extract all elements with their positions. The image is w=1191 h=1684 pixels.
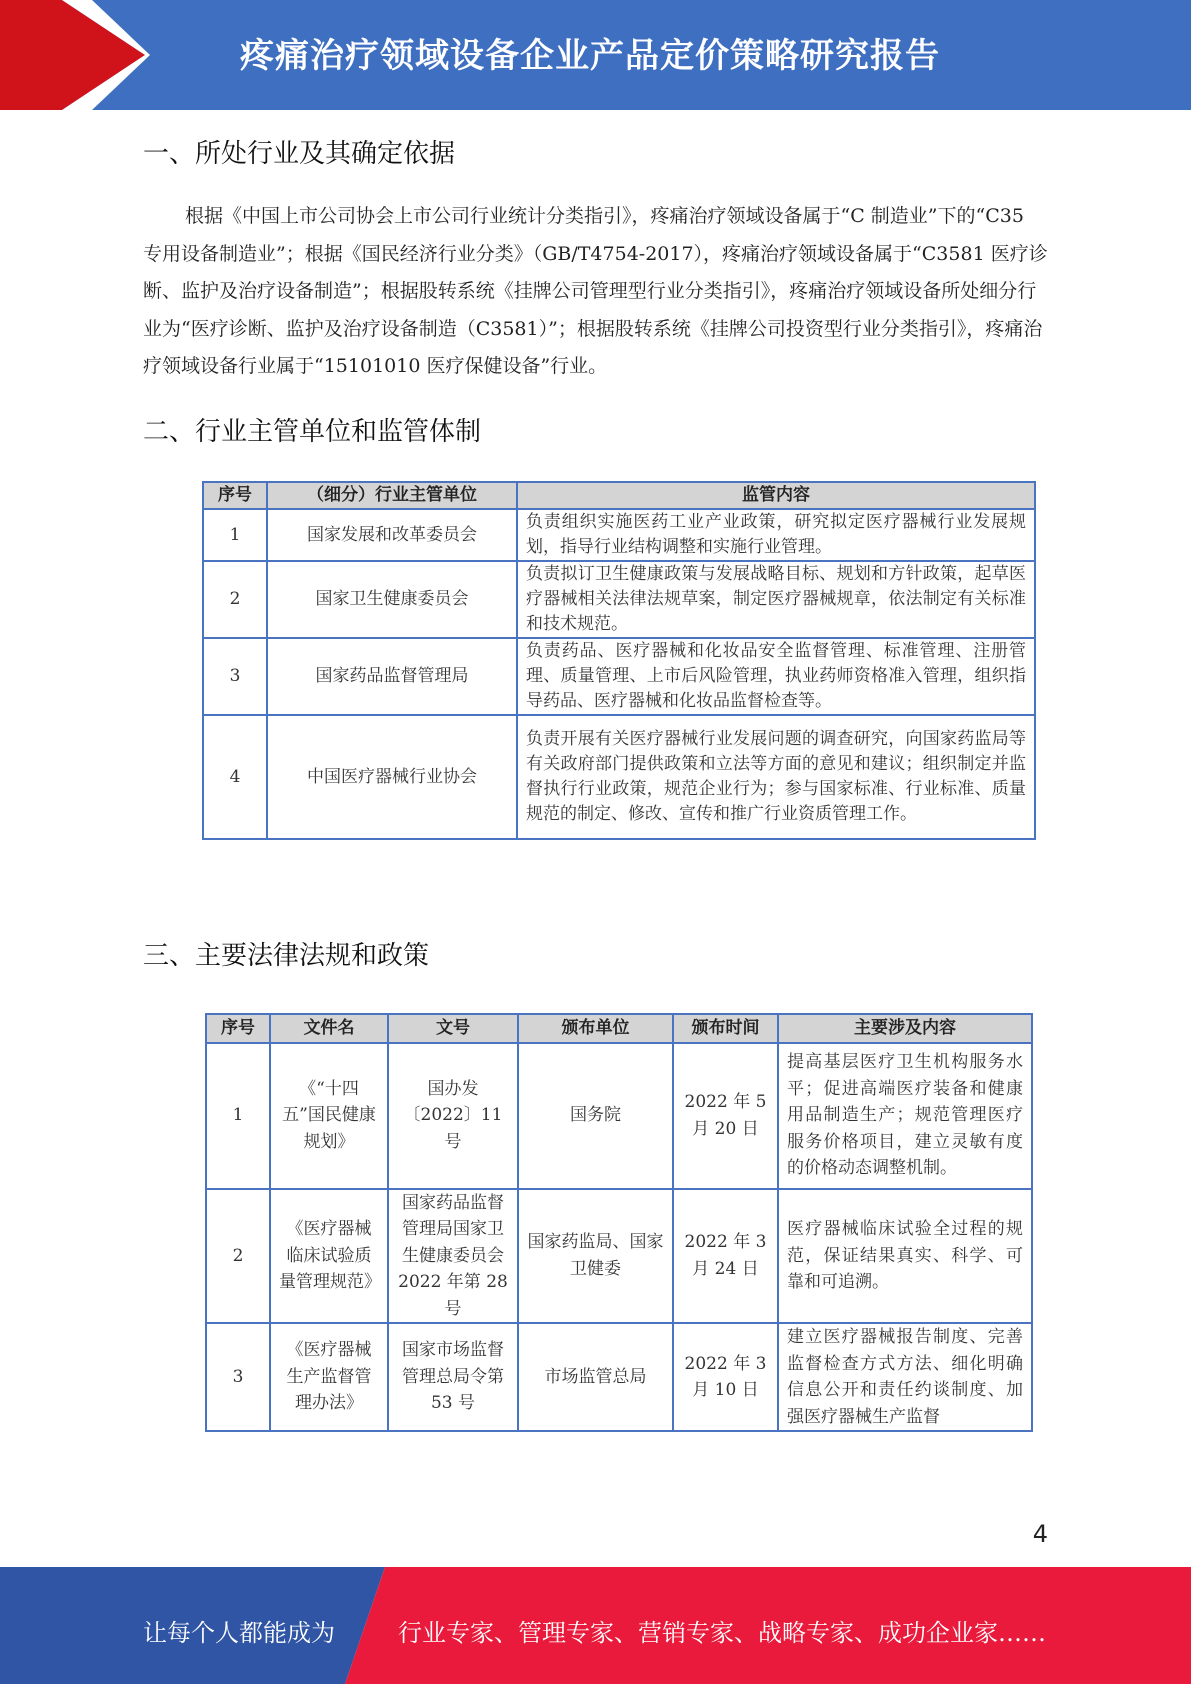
regulation-content: 负责开展有关医疗器械行业发展问题的调查研究，向国家药监局等有关政府部门提供政策和立法等方面的意见和建议；组织制定并监督执行行业政策，规范企业行为；参与国家标准、行业标准、质量规范的制定、修改、宣传和推广行业资质管理工作。: [517, 715, 1035, 839]
regulator-name: 国家发展和改革委员会: [267, 509, 517, 561]
issuing-authority: 市场监管总局: [518, 1323, 673, 1431]
column-header: 序号: [203, 482, 267, 509]
column-header: 监管内容: [517, 482, 1035, 509]
page-number: 4: [1032, 1520, 1048, 1548]
row-number: 3: [203, 638, 267, 715]
table-row: [206, 1323, 1032, 1431]
document-name: 《医疗器械生产监督管理办法》: [270, 1323, 388, 1431]
column-header: 颁布时间: [673, 1014, 778, 1043]
table-header-row: [203, 482, 1035, 509]
page-header: [0, 0, 1191, 110]
issue-date: 2022 年 3 月 10 日: [673, 1323, 778, 1431]
footer-slogan-left: 让每个人都能成为: [143, 1619, 335, 1647]
table-row: [206, 1043, 1032, 1189]
table-row: [206, 1189, 1032, 1324]
row-number: 4: [203, 715, 267, 839]
report-title: 疼痛治疗领域设备企业产品定价策略研究报告: [240, 36, 940, 76]
laws-table: [205, 1013, 1033, 1432]
table-header-row: [206, 1014, 1032, 1043]
main-content: 提高基层医疗卫生机构服务水平；促进高端医疗装备和健康用品制造生产；规范管理医疗服务价格项目，建立灵敏有度的价格动态调整机制。: [778, 1043, 1032, 1189]
regulation-content: 负责药品、医疗器械和化妆品安全监督管理、标准管理、注册管理、质量管理、上市后风险管理，执业药师资格准入管理，组织指导药品、医疗器械和化妆品监督检查等。: [517, 638, 1035, 715]
regulator-name: 国家药品监督管理局: [267, 638, 517, 715]
table-row: [203, 561, 1035, 638]
table-row: [203, 509, 1035, 561]
document-number: 国家市场监督管理总局令第 53 号: [388, 1323, 518, 1431]
section-heading-industry: 一、所处行业及其确定依据: [143, 139, 456, 169]
section-heading-laws: 三、主要法律法规和政策: [143, 941, 430, 971]
column-header: 颁布单位: [518, 1014, 673, 1043]
industry-classification-paragraph: 根据《中国上市公司协会上市公司行业统计分类指引》，疼痛治疗领域设备属于“C 制造业”下的“C35 专用设备制造业”；根据《国民经济行业分类》（GB/T4754-2017），疼痛治疗领域设备属于“C3581 医疗诊断、监护及治疗设备制造”；根据股转系统《挂牌公司管理型行业分类指引》，疼痛治疗领域设备所处细分行业为“医疗诊断、监护及治疗设备制造（C3581）”；根据股转系统《挂牌公司投资型行业分类指引》，疼痛治疗领域设备行业属于“15101010 医疗保健设备”行业。: [143, 205, 1048, 377]
document-name: 《医疗器械临床试验质量管理规范》: [270, 1189, 388, 1324]
issue-date: 2022 年 3 月 24 日: [673, 1189, 778, 1324]
section-heading-regulator: 二、行业主管单位和监管体制: [143, 417, 482, 447]
main-content: 建立医疗器械报告制度、完善监督检查方式方法、细化明确信息公开和责任约谈制度、加强医疗器械生产监督: [778, 1323, 1032, 1431]
regulation-content: 负责组织实施医药工业产业政策，研究拟定医疗器械行业发展规划，指导行业结构调整和实施行业管理。: [517, 509, 1035, 561]
column-header: 主要涉及内容: [778, 1014, 1032, 1043]
regulator-table: [202, 481, 1036, 840]
footer-slogan-right: 行业专家、管理专家、营销专家、战略专家、成功企业家……: [398, 1619, 1046, 1647]
column-header: 序号: [206, 1014, 270, 1043]
issuing-authority: 国务院: [518, 1043, 673, 1189]
document-number: 国家药品监督管理局国家卫生健康委员会 2022 年第 28 号: [388, 1189, 518, 1324]
row-number: 2: [206, 1189, 270, 1324]
main-content: 医疗器械临床试验全过程的规范，保证结果真实、科学、可靠和可追溯。: [778, 1189, 1032, 1324]
document-name: 《“十四五”国民健康规划》: [270, 1043, 388, 1189]
column-header: 文件名: [270, 1014, 388, 1043]
regulator-name: 国家卫生健康委员会: [267, 561, 517, 638]
table-row: [203, 638, 1035, 715]
regulator-name: 中国医疗器械行业协会: [267, 715, 517, 839]
page-footer: [0, 1567, 1191, 1684]
document-number: 国办发〔2022〕11号: [388, 1043, 518, 1189]
row-number: 2: [203, 561, 267, 638]
column-header: 文号: [388, 1014, 518, 1043]
regulation-content: 负责拟订卫生健康政策与发展战略目标、规划和方针政策，起草医疗器械相关法律法规草案，制定医疗器械规章，依法制定有关标准和技术规范。: [517, 561, 1035, 638]
issuing-authority: 国家药监局、国家卫健委: [518, 1189, 673, 1324]
row-number: 3: [206, 1323, 270, 1431]
column-header: （细分）行业主管单位: [267, 482, 517, 509]
issue-date: 2022 年 5 月 20 日: [673, 1043, 778, 1189]
row-number: 1: [203, 509, 267, 561]
table-row: [203, 715, 1035, 839]
row-number: 1: [206, 1043, 270, 1189]
